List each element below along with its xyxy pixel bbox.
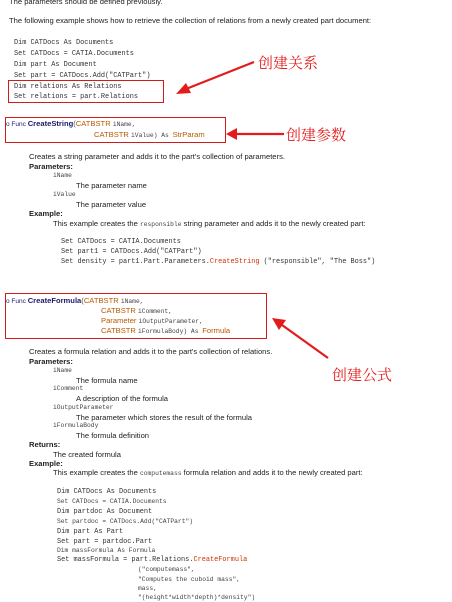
func2-example-text xyxy=(53,468,363,477)
code-line: Set part1 = CATDocs.Add("CATPart") xyxy=(61,248,202,256)
code-text: Set density = part1.Part.Parameters. xyxy=(61,258,210,266)
func-createformula-header: o Func CreateFormula(CATBSTR iName, xyxy=(6,296,144,305)
code-line: Dim relations As Relations xyxy=(14,83,122,91)
param-description: The formula definition xyxy=(76,431,150,440)
func1-example-text xyxy=(53,219,366,228)
type-label: CATBSTR xyxy=(101,326,136,335)
highlight-box-relations xyxy=(8,80,164,103)
param-description: The parameter value xyxy=(76,200,147,209)
code-line: Set part = partdoc.Part xyxy=(57,538,153,546)
code-line xyxy=(61,258,375,266)
code-line: Dim partdoc As Document xyxy=(57,508,153,516)
code-line: Dim part As Document xyxy=(14,61,97,69)
code-line: Set CATDocs = CATIA.Documents xyxy=(14,50,134,58)
code-line: Dim CATDocs As Documents xyxy=(57,488,157,496)
param-description: The parameter name xyxy=(76,181,147,190)
arg-label: iName, xyxy=(112,121,136,128)
code-line: Set partdoc = CATDocs.Add("CATPart") xyxy=(57,518,194,525)
highlight-box-createstring xyxy=(5,117,226,143)
annotation-create-relations: 创建关系 xyxy=(258,54,319,72)
type-label: CATBSTR xyxy=(83,296,119,305)
code-text: Set massFormula = part.Relations. xyxy=(57,556,194,564)
code-line: "(height*width*depth)*density") xyxy=(138,594,256,601)
return-type: Formula xyxy=(202,326,231,335)
code-line: Set relations = part.Relations xyxy=(14,93,139,101)
func2-parameters-label: Parameters: xyxy=(29,357,73,366)
param-name: iName xyxy=(53,172,72,179)
code-line: mass, xyxy=(138,585,157,592)
text: This example creates the xyxy=(53,468,140,477)
code-line: Dim part As Part xyxy=(57,528,124,536)
type-label: CATBSTR xyxy=(101,306,136,315)
code-line: Set CATDocs = CATIA.Documents xyxy=(61,238,181,246)
text: string parameter and adds it to the newly created part: xyxy=(181,219,366,228)
type-label: Parameter xyxy=(101,316,137,325)
code-keyword: CreateFormula xyxy=(193,556,248,564)
param-name: iOutputParameter xyxy=(53,404,114,411)
red-arrow-icon xyxy=(172,58,262,98)
intro-line-2: The following example shows how to retrieve the collection of relations from a newly created part document: xyxy=(9,16,372,25)
red-arrow-icon xyxy=(224,127,286,141)
arg-label: iOutputParameter, xyxy=(138,318,203,325)
func1-example-label: Example: xyxy=(29,209,63,218)
arg-label: iValue) As xyxy=(131,132,173,139)
type-label: CATBSTR xyxy=(94,130,129,139)
arg-label: iName, xyxy=(120,298,144,305)
inline-code: responsible xyxy=(139,221,182,228)
param-description: A description of the formula xyxy=(76,394,169,403)
code-line xyxy=(57,556,247,564)
arg-label: iComment, xyxy=(138,308,173,315)
intro-line-1: The parameters should be defined previously. xyxy=(9,0,163,6)
text: formula relation and adds it to the newly created part: xyxy=(181,468,363,477)
func2-description: Creates a formula relation and adds it to the part's collection of relations. xyxy=(29,347,273,356)
highlight-box-createformula xyxy=(5,293,267,339)
code-line: Dim massFormula As Formula xyxy=(57,547,156,554)
annotation-create-formula: 创建公式 xyxy=(332,366,393,384)
param-name: iName xyxy=(53,367,72,374)
func2-example-label: Example: xyxy=(29,459,63,468)
code-line: Dim CATDocs As Documents xyxy=(14,39,114,47)
func-prefix: o Func xyxy=(6,121,28,128)
param-description: The formula name xyxy=(76,376,138,385)
code-line: "Computes the cuboid mass", xyxy=(138,576,241,583)
arg-label: iFormulaBody) As xyxy=(138,328,203,335)
func-createstring-header: o Func CreateString(CATBSTR iName, xyxy=(6,119,136,128)
func-prefix: o Func xyxy=(6,298,28,305)
code-line: Set CATDocs = CATIA.Documents xyxy=(57,498,167,505)
return-type: StrParam xyxy=(172,130,205,139)
type-label: CATBSTR xyxy=(75,119,111,128)
func2-returns-label: Returns: xyxy=(29,440,61,449)
func1-parameters-label: Parameters: xyxy=(29,162,73,171)
param-name: iFormulaBody xyxy=(53,422,99,429)
code-line: Set part = CATDocs.Add("CATPart") xyxy=(14,72,151,80)
inline-code: computemass xyxy=(139,470,182,477)
code-keyword: CreateString xyxy=(209,258,260,266)
code-line: ("computemass", xyxy=(138,566,195,573)
param-description: The parameter which stores the result of the formula xyxy=(76,413,253,422)
func-name: CreateString xyxy=(27,119,74,128)
func1-description: Creates a string parameter and adds it to the part's collection of parameters. xyxy=(29,152,285,161)
func-name: CreateFormula xyxy=(27,296,82,305)
param-name: iValue xyxy=(53,191,76,198)
func2-returns-text: The created formula xyxy=(53,450,121,459)
red-arrow-icon xyxy=(270,316,332,362)
code-text: ("responsible", "The Boss") xyxy=(259,258,376,266)
param-name: iComment xyxy=(53,385,84,392)
text: This example creates the xyxy=(53,219,140,228)
annotation-create-parameter: 创建参数 xyxy=(286,126,347,144)
